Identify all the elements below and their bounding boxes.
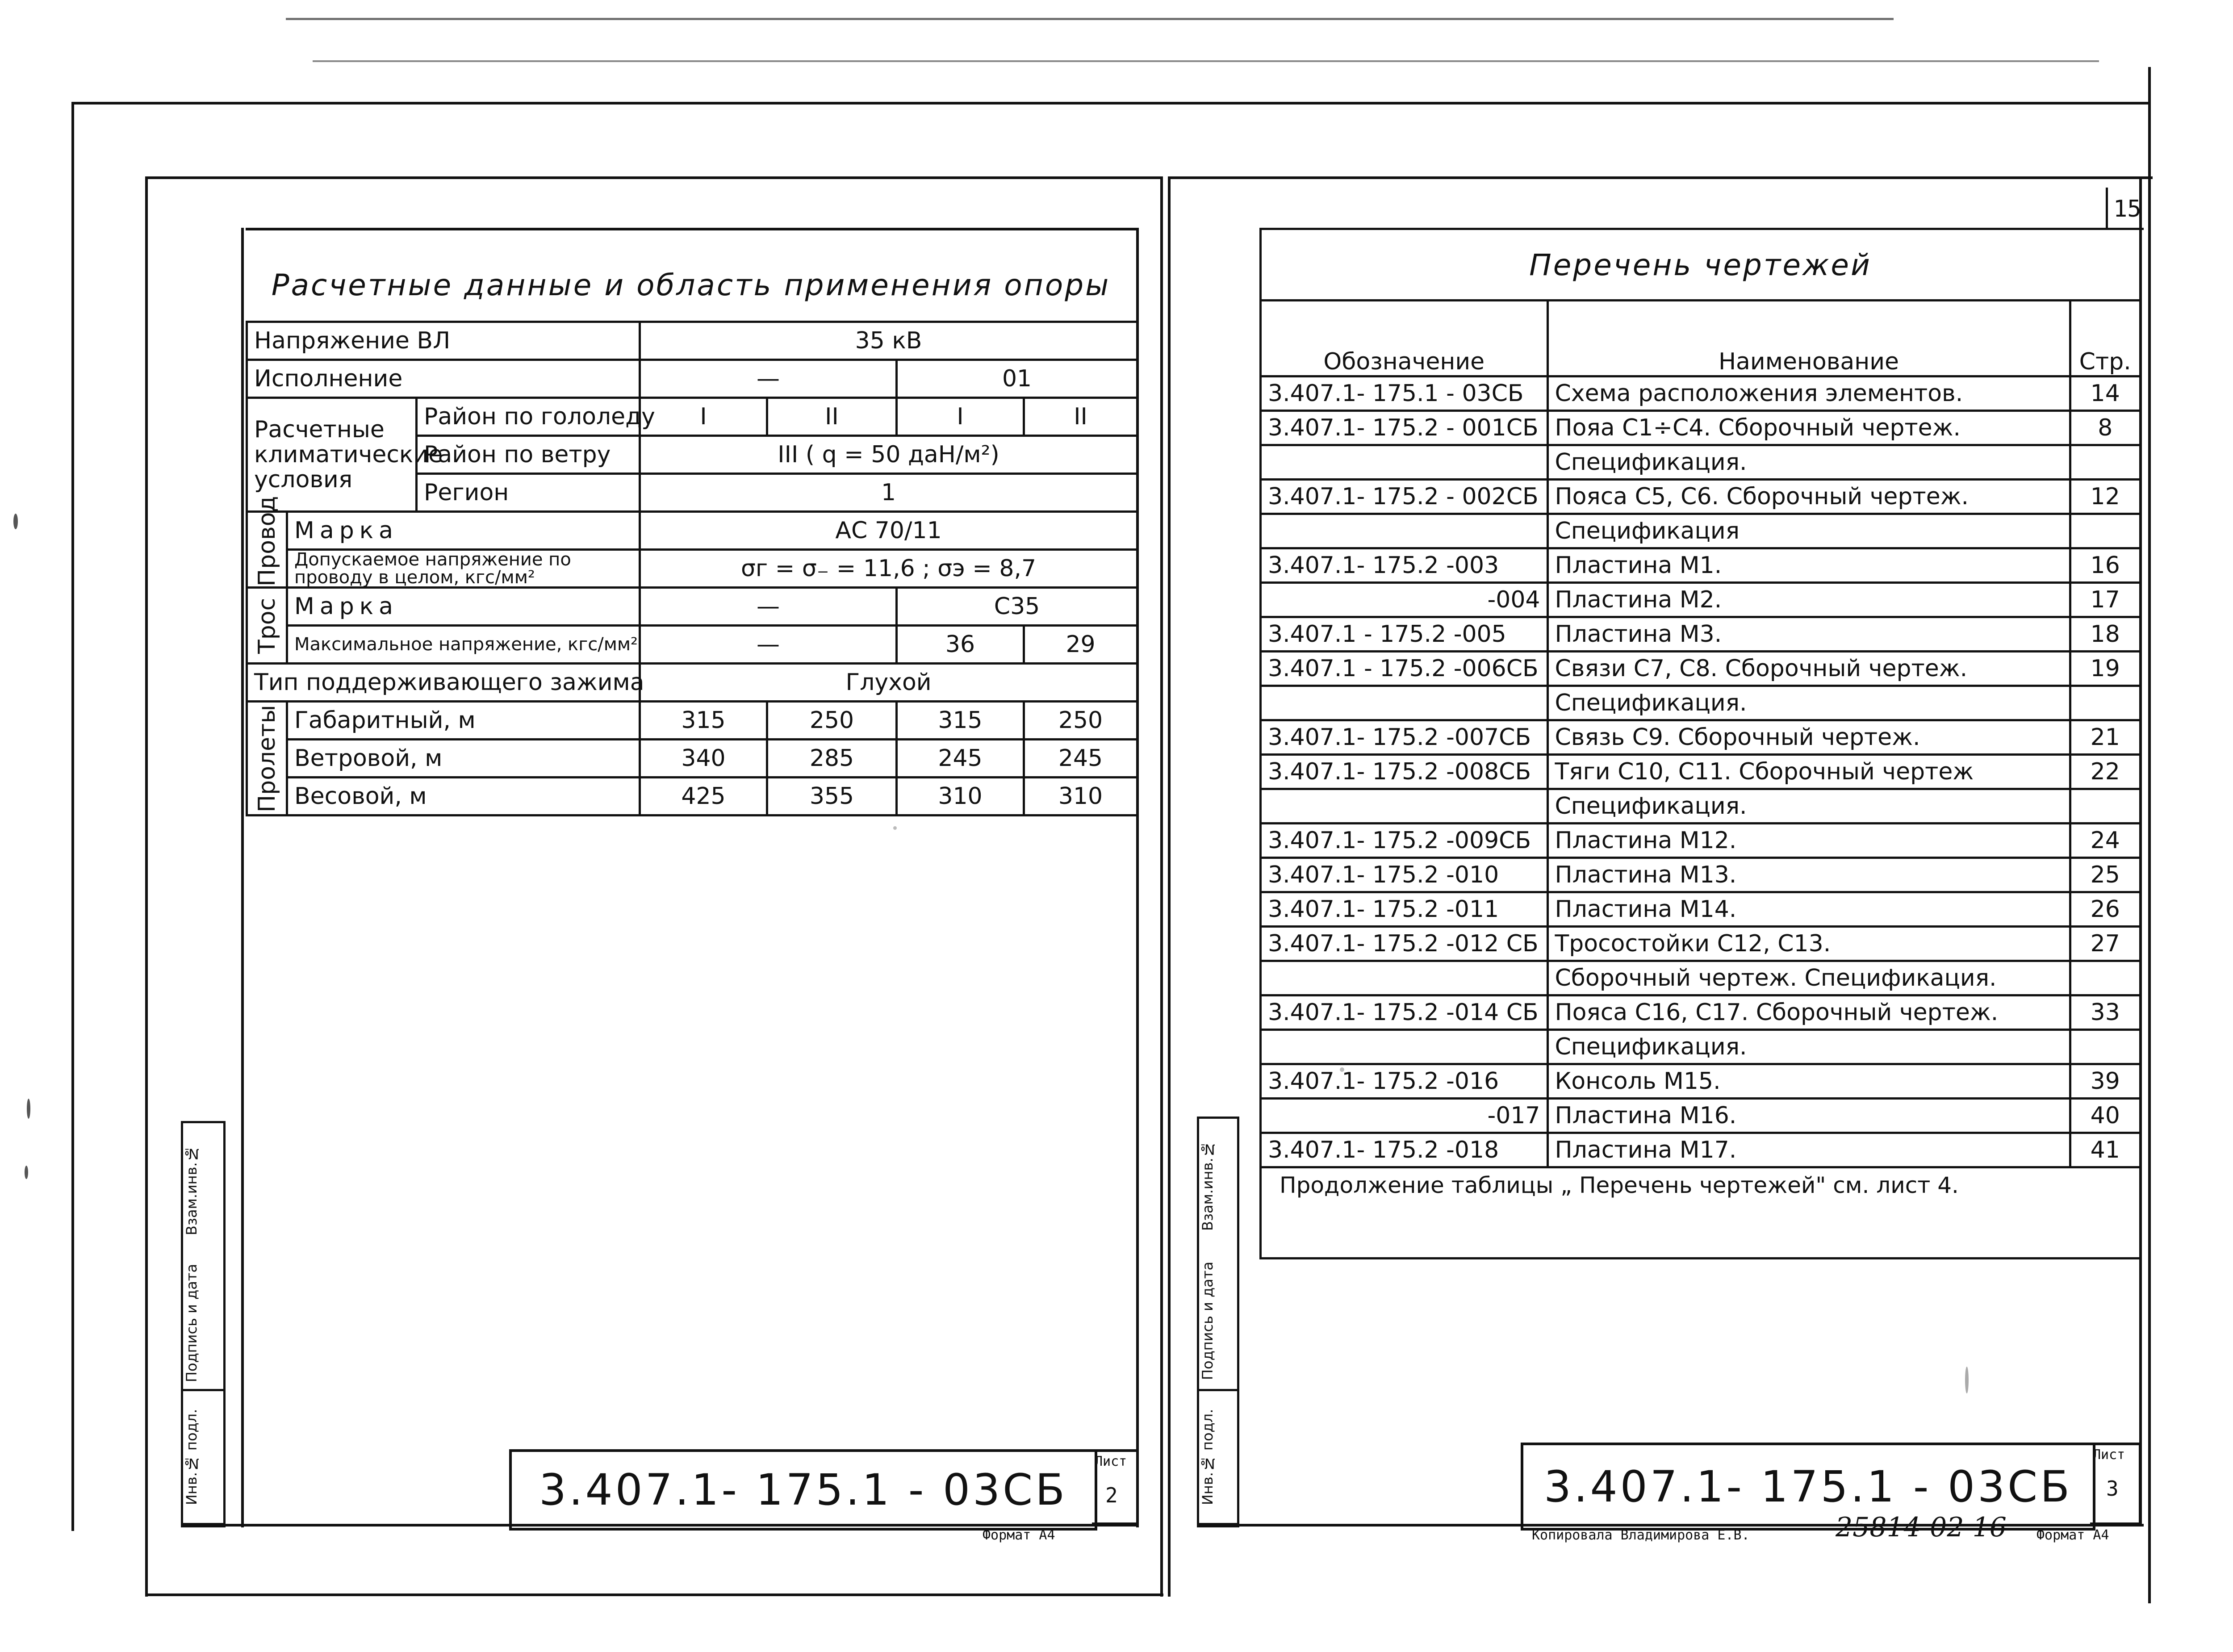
drawing-row — [1262, 445, 2139, 480]
drawing-name: Спецификация. — [1547, 686, 2070, 720]
drawing-code: 3.407.1- 175.2 - 002СБ — [1262, 480, 1547, 514]
drawing-page: 21 — [2070, 720, 2139, 755]
left-side-stamp-cell: Инв.№ подл. — [183, 1391, 223, 1525]
drawing-code — [1262, 445, 1547, 480]
span-value: 245 — [1024, 740, 1137, 778]
cable-mark-dash: — — [640, 588, 897, 626]
drawing-name: Спецификация — [1547, 514, 2070, 548]
drawing-name: Пластина М17. — [1547, 1133, 2070, 1167]
drawing-page: 22 — [2070, 755, 2139, 789]
scan-speck — [27, 1099, 30, 1119]
drawing-row — [1262, 1064, 2139, 1099]
span-label: Габаритный, м — [287, 702, 640, 740]
right-sheet-left — [1168, 176, 1171, 1597]
span-value: 250 — [767, 702, 897, 740]
left-side-stamp-cell: Взам.инв.№ — [183, 1145, 200, 1235]
wire-mark-value: АС 70/11 — [640, 512, 1137, 550]
left-side-stamp — [181, 1121, 226, 1527]
left-sheet-bottom — [145, 1593, 1163, 1596]
span-value: 285 — [767, 740, 897, 778]
drawing-page — [2070, 445, 2139, 480]
drawing-code: 3.407.1- 175.2 -014 СБ — [1262, 995, 1547, 1030]
drawing-code — [1262, 961, 1547, 995]
drawing-name: Спецификация. — [1547, 789, 2070, 824]
drawing-name: Тяги С10, С11. Сборочный чертеж — [1547, 755, 2070, 789]
header-code: Обозначение — [1262, 301, 1547, 376]
drawing-page — [2070, 961, 2139, 995]
scan-speck — [13, 514, 18, 529]
spans-group-label: Пролеты — [247, 702, 287, 816]
wind-value: III ( q = 50 даН/м²) — [640, 436, 1137, 474]
scan-top-rule — [286, 18, 1894, 20]
drawings-list-table — [1262, 301, 2139, 1168]
drawing-row — [1262, 480, 2139, 514]
left-side-stamp-cell: Подпись и дата — [183, 1257, 223, 1391]
drawing-code: 3.407.1- 175.2 -011 — [1262, 892, 1547, 927]
drawing-code: 3.407.1- 175.1 - 03СБ — [1262, 376, 1547, 411]
drawing-page: 24 — [2070, 824, 2139, 858]
drawing-code: 3.407.1- 175.2 -018 — [1262, 1133, 1547, 1167]
drawing-page: 17 — [2070, 583, 2139, 617]
execution-label: Исполнение — [247, 360, 640, 398]
drawing-page: 41 — [2070, 1133, 2139, 1167]
drawing-row — [1262, 514, 2139, 548]
drawing-row — [1262, 376, 2139, 411]
right-sheet-number: 3 — [2106, 1476, 2119, 1501]
drawing-row — [1262, 1030, 2139, 1064]
ice-value-4: II — [1024, 398, 1137, 436]
wire-stress-label: Допускаемое напряжение по проводу в целом, кгс/мм² — [287, 550, 640, 588]
span-value: 310 — [1024, 778, 1137, 816]
drawing-page — [2070, 686, 2139, 720]
drawing-code: 3.407.1- 175.2 -016 — [1262, 1064, 1547, 1099]
wind-label: Район по ветру — [417, 436, 640, 474]
span-label: Ветровой, м — [287, 740, 640, 778]
drawing-code: -004 — [1262, 583, 1547, 617]
drawing-name: Тросостойки С12, С13. — [1547, 927, 2070, 961]
drawing-name: Схема расположения элементов. — [1547, 376, 2070, 411]
clamp-label: Тип поддерживающего зажима — [247, 664, 640, 702]
climate-label: Расчетные климатические условия — [247, 398, 417, 512]
drawing-row — [1262, 1099, 2139, 1133]
ice-value-2: II — [767, 398, 897, 436]
drawing-code: 3.407.1- 175.2 -003 — [1262, 548, 1547, 583]
drawing-code: 3.407.1 - 175.2 -005 — [1262, 617, 1547, 652]
drawing-page: 8 — [2070, 411, 2139, 445]
left-stamp-code: 3.407.1- 175.1 - 03СБ — [509, 1449, 1097, 1531]
drawing-row — [1262, 548, 2139, 583]
drawing-row — [1262, 1133, 2139, 1167]
execution-dash: — — [640, 360, 897, 398]
drawing-row — [1262, 927, 2139, 961]
drawing-page: 40 — [2070, 1099, 2139, 1133]
drawing-name: Пластина М13. — [1547, 858, 2070, 892]
drawing-name: Пластина М12. — [1547, 824, 2070, 858]
region-value: 1 — [640, 474, 1137, 512]
cable-mark-label: Марка — [287, 588, 640, 626]
drawings-list-panel — [1259, 228, 2141, 1259]
ice-label: Район по гололеду — [417, 398, 640, 436]
left-sheet-top — [147, 176, 1161, 179]
left-data-table — [246, 228, 1136, 812]
region-label: Регион — [417, 474, 640, 512]
left-table-title: Расчетные данные и область применения опоры — [271, 268, 1111, 302]
left-sheet-label: Лист — [1095, 1454, 1127, 1469]
wire-stress-value: σг = σ₋ = 11,6 ; σэ = 8,7 — [640, 550, 1137, 588]
drawing-code — [1262, 686, 1547, 720]
drawing-page — [2070, 789, 2139, 824]
drawing-row — [1262, 617, 2139, 652]
header-page: Стр. — [2070, 301, 2139, 376]
span-label: Весовой, м — [287, 778, 640, 816]
drawings-list-title: Перечень чертежей — [1529, 248, 1872, 282]
drawing-name: Связь С9. Сборочный чертеж. — [1547, 720, 2070, 755]
right-side-stamp-cell: Инв.№ подл. — [1199, 1391, 1237, 1525]
continuation-note: Продолжение таблицы „ Перечень чертежей" см. лист 4. — [1280, 1172, 1959, 1198]
cable-stress-label: Максимальное напряжение, кгс/мм² — [287, 626, 640, 664]
outer-frame-right — [2148, 67, 2151, 1603]
right-side-stamp — [1197, 1117, 1239, 1527]
page-number-box — [2106, 188, 2144, 230]
cable-stress-dash: — — [640, 626, 897, 664]
drawing-row — [1262, 858, 2139, 892]
drawing-name: Пояса С16, С17. Сборочный чертеж. — [1547, 995, 2070, 1030]
page-number: 15 — [2113, 196, 2141, 222]
drawing-name: Консоль М15. — [1547, 1064, 2070, 1099]
drawing-name: Спецификация. — [1547, 1030, 2070, 1064]
drawing-rows — [1262, 376, 2139, 1167]
wire-group-label: Провод — [247, 512, 287, 588]
right-sheet-number-box — [2090, 1443, 2141, 1525]
drawing-name: Пояа С1÷С4. Сборочный чертеж. — [1547, 411, 2070, 445]
drawing-page: 18 — [2070, 617, 2139, 652]
span-value: 425 — [640, 778, 767, 816]
drawing-page: 33 — [2070, 995, 2139, 1030]
drawing-name: Пластина М1. — [1547, 548, 2070, 583]
voltage-label: Напряжение ВЛ — [247, 322, 640, 360]
drawing-page — [2070, 514, 2139, 548]
drawing-row — [1262, 995, 2139, 1030]
drawing-code: -017 — [1262, 1099, 1547, 1133]
drawing-row — [1262, 583, 2139, 617]
drawing-page: 26 — [2070, 892, 2139, 927]
drawing-row — [1262, 892, 2139, 927]
left-table-top — [246, 228, 1136, 230]
left-inner-frame-left — [241, 228, 244, 1527]
wire-mark-label: Марка — [287, 512, 640, 550]
span-value: 245 — [897, 740, 1024, 778]
drawing-row — [1262, 686, 2139, 720]
drawing-row — [1262, 720, 2139, 755]
drawing-page: 12 — [2070, 480, 2139, 514]
left-sheet-number-box — [1092, 1449, 1139, 1525]
right-sheet-label: Лист — [2093, 1447, 2125, 1463]
drawing-code — [1262, 1030, 1547, 1064]
right-stamp-code: 3.407.1- 175.1 - 03СБ — [1521, 1443, 2095, 1531]
drawing-page: 25 — [2070, 858, 2139, 892]
clamp-value: Глухой — [640, 664, 1137, 702]
span-value: 250 — [1024, 702, 1137, 740]
drawing-name: Пластина М2. — [1547, 583, 2070, 617]
drawing-code: 3.407.1- 175.2 -008СБ — [1262, 755, 1547, 789]
scan-speck — [893, 826, 897, 830]
left-format-label: Формат А4 — [983, 1527, 1055, 1543]
drawing-code: 3.407.1- 175.2 - 001СБ — [1262, 411, 1547, 445]
drawing-code: 3.407.1- 175.2 -007СБ — [1262, 720, 1547, 755]
ice-value-1: I — [640, 398, 767, 436]
drawing-page — [2070, 1030, 2139, 1064]
left-sheet-right — [1160, 176, 1163, 1597]
drawing-name: Сборочный чертеж. Спецификация. — [1547, 961, 2070, 995]
drawing-page: 14 — [2070, 376, 2139, 411]
drawing-code: 3.407.1 - 175.2 -006СБ — [1262, 652, 1547, 686]
copied-by-note: Копировала Владимирова Е.В. — [1532, 1527, 1750, 1543]
drawing-row — [1262, 961, 2139, 995]
drawing-page: 19 — [2070, 652, 2139, 686]
drawing-code: 3.407.1- 175.2 -009СБ — [1262, 824, 1547, 858]
drawing-name: Пластина М14. — [1547, 892, 2070, 927]
handwritten-number: 25814-02 16 — [1836, 1512, 2007, 1543]
span-value: 340 — [640, 740, 767, 778]
header-name: Наименование — [1547, 301, 2070, 376]
span-value: 315 — [897, 702, 1024, 740]
scan-speck — [1965, 1367, 1969, 1393]
cable-stress-value-1: 36 — [897, 626, 1024, 664]
drawing-code — [1262, 514, 1547, 548]
ice-value-3: I — [897, 398, 1024, 436]
drawing-name: Пластина М3. — [1547, 617, 2070, 652]
drawing-page: 27 — [2070, 927, 2139, 961]
drawing-page: 39 — [2070, 1064, 2139, 1099]
drawing-page: 16 — [2070, 548, 2139, 583]
drawing-name: Спецификация. — [1547, 445, 2070, 480]
drawing-row — [1262, 755, 2139, 789]
right-side-stamp-cell: Взам.инв.№ — [1199, 1141, 1216, 1231]
outer-frame-top — [71, 102, 2148, 105]
drawing-code: 3.407.1- 175.2 -012 СБ — [1262, 927, 1547, 961]
drawing-name: Пластина М16. — [1547, 1099, 2070, 1133]
drawing-row — [1262, 789, 2139, 824]
drawing-row — [1262, 652, 2139, 686]
span-value: 315 — [640, 702, 767, 740]
right-sheet-top — [1170, 176, 2153, 179]
scan-speck — [1340, 1067, 1344, 1072]
drawing-row — [1262, 411, 2139, 445]
drawing-code: 3.407.1- 175.2 -010 — [1262, 858, 1547, 892]
cable-mark-value: С35 — [897, 588, 1137, 626]
scan-speck — [25, 1166, 28, 1179]
drawing-code — [1262, 789, 1547, 824]
left-sheet-left — [145, 176, 148, 1597]
design-data-table — [246, 321, 1138, 816]
outer-frame-left — [71, 102, 74, 1531]
right-side-stamp-cell: Подпись и дата — [1199, 1253, 1237, 1391]
right-format-label: Формат А4 — [2036, 1527, 2109, 1543]
span-value: 310 — [897, 778, 1024, 816]
drawing-name: Связи С7, С8. Сборочный чертеж. — [1547, 652, 2070, 686]
scan-top-rule-2 — [313, 60, 2099, 62]
cable-stress-value-2: 29 — [1024, 626, 1137, 664]
left-sheet-number: 2 — [1105, 1483, 1118, 1507]
drawing-row — [1262, 824, 2139, 858]
execution-value: 01 — [897, 360, 1137, 398]
voltage-value: 35 кВ — [640, 322, 1137, 360]
drawing-name: Пояса С5, С6. Сборочный чертеж. — [1547, 480, 2070, 514]
cable-group-label: Трос — [247, 588, 287, 664]
span-value: 355 — [767, 778, 897, 816]
